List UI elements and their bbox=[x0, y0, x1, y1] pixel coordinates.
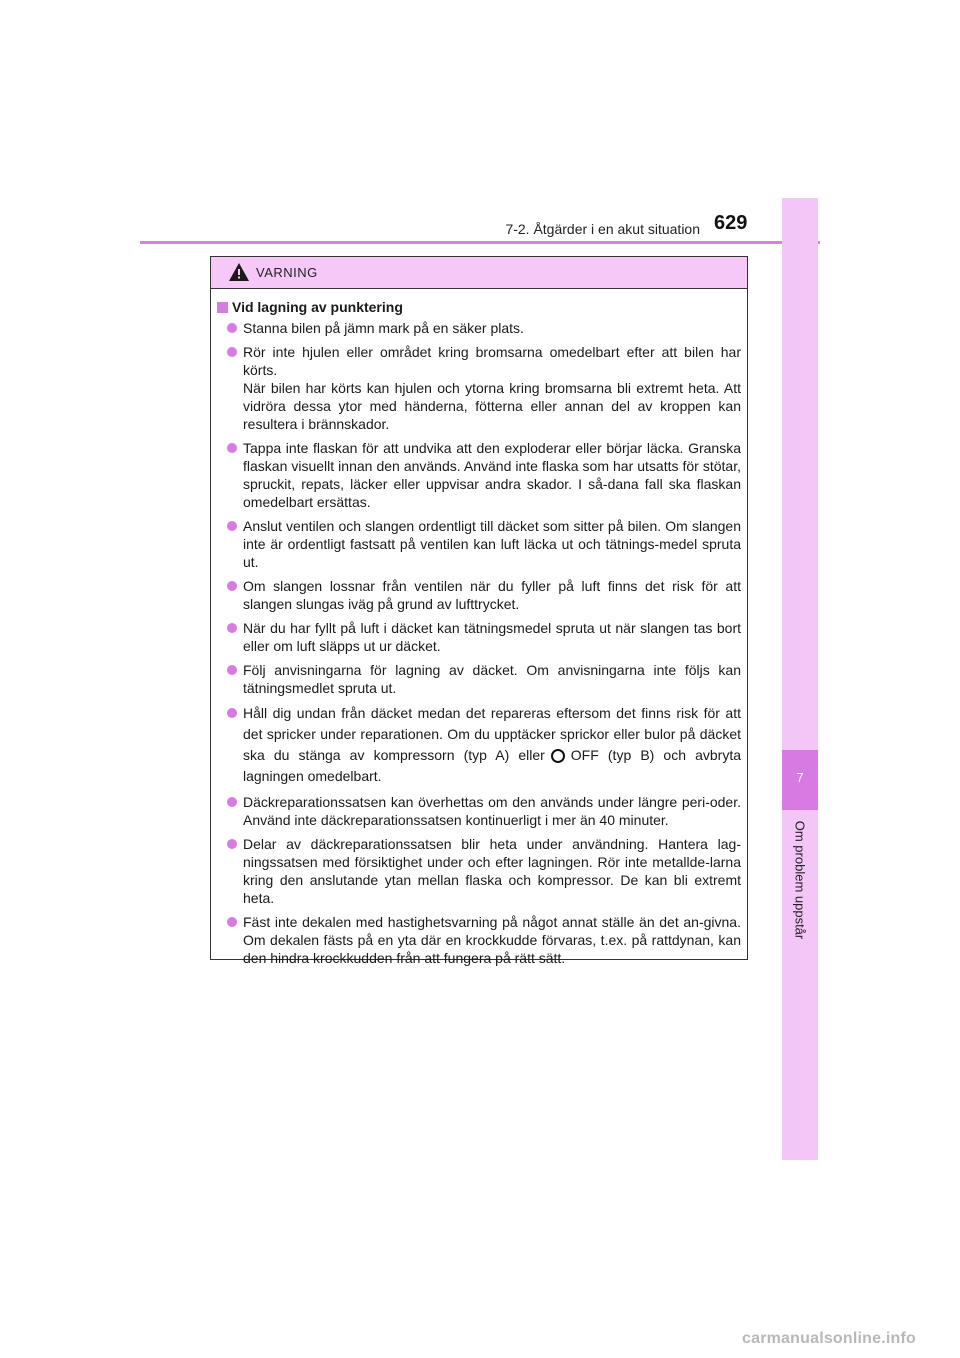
bullet-dot-icon bbox=[227, 581, 237, 591]
list-item bbox=[217, 343, 741, 433]
item-text: Anslut ventilen och slangen ordentligt till däcket som sitter på bilen. Om slangen inte är ordentligt fastsatt på ventilen kan luft läcka ut och tätnings-medel spruta ut. bbox=[243, 518, 741, 570]
item-text: Om slangen lossnar från ventilen när du fyller på luft finns det risk för att slangen slungas iväg på grund av lufttrycket. bbox=[243, 578, 741, 612]
list-item bbox=[217, 319, 741, 337]
warning-topic-text: Vid lagning av punktering bbox=[232, 299, 403, 315]
bullet-dot-icon bbox=[227, 443, 237, 453]
page-number: 629 bbox=[714, 212, 748, 234]
bullet-dot-icon bbox=[227, 917, 237, 927]
section-title: 7-2. Åtgärder i en akut situation bbox=[505, 221, 700, 237]
warning-header bbox=[211, 257, 747, 289]
warning-triangle-icon bbox=[228, 262, 250, 282]
bullet-dot-icon bbox=[227, 623, 237, 633]
warning-body bbox=[211, 289, 747, 967]
list-item bbox=[217, 517, 741, 571]
item-text-before-icon: Håll dig undan från däcket medan det repareras eftersom det finns risk för att det spricker under reparationen. Om du upptäcker sprickor eller bulor på däcket ska du stänga av kompressorn (typ A) eller bbox=[243, 705, 741, 763]
warning-topic bbox=[217, 299, 741, 315]
list-item bbox=[217, 703, 741, 787]
square-bullet-icon bbox=[217, 302, 228, 313]
item-text: Delar av däckreparationssatsen blir heta under användning. Hantera lag-ningssatsen med försiktighet under och efter lagningen. Rör inte metallde-larna kring den anslutande ytan mellan flaska och kompressor. De kan bli extremt heta. bbox=[243, 836, 741, 906]
list-item bbox=[217, 793, 741, 829]
chapter-number: 7 bbox=[796, 770, 804, 785]
warning-label: VARNING bbox=[256, 265, 318, 280]
list-item bbox=[217, 835, 741, 907]
bullet-dot-icon bbox=[227, 797, 237, 807]
item-text: Stanna bilen på jämn mark på en säker plats. bbox=[243, 320, 524, 336]
item-text-after-icon: OFF (typ B) och avbryta lagningen omedelbart. bbox=[243, 747, 741, 784]
chapter-side-tab bbox=[782, 198, 818, 1160]
list-item bbox=[217, 661, 741, 697]
warning-box bbox=[210, 256, 748, 966]
list-item bbox=[217, 619, 741, 655]
warning-list bbox=[217, 319, 741, 967]
bullet-dot-icon bbox=[227, 347, 237, 357]
bullet-dot-icon bbox=[227, 521, 237, 531]
power-switch-icon bbox=[551, 749, 565, 763]
item-text: Följ anvisningarna för lagning av däcket. Om anvisningarna inte följs kan tätningsmedlet spruta ut. bbox=[243, 662, 741, 696]
list-item bbox=[217, 913, 741, 967]
item-text: Däckreparationssatsen kan överhettas om den används under längre peri-oder. Använd inte däckreparationssatsen kontinuerligt i mer än 40 minuter. bbox=[243, 794, 741, 828]
bullet-dot-icon bbox=[227, 839, 237, 849]
header-rule bbox=[140, 241, 820, 244]
list-item bbox=[217, 439, 741, 511]
list-item bbox=[217, 577, 741, 613]
bullet-dot-icon bbox=[227, 665, 237, 675]
chapter-number-tab bbox=[782, 750, 818, 810]
chapter-label: Om problem uppstår bbox=[792, 820, 808, 940]
item-text: Rör inte hjulen eller området kring bromsarna omedelbart efter att bilen har körts. När bilen har körts kan hjulen och ytorna kring bromsarna bli extremt heta. Att vidröra dessa ytor med händerna, fötterna eller annan del av kroppen kan resultera i brännskador. bbox=[243, 344, 741, 432]
bullet-dot-icon bbox=[227, 323, 237, 333]
bullet-dot-icon bbox=[227, 708, 237, 718]
item-text: Tappa inte flaskan för att undvika att den exploderar eller börjar läcka. Granska flaskan visuellt innan den används. Använd inte flaska som har utsatts för stötar, spruckit, repats, läcker eller uppvisar andra skador. I så-dana fall ska flaskan omedelbart ersättas. bbox=[243, 440, 741, 510]
watermark: carmanualsonline.info bbox=[742, 1330, 917, 1347]
item-text: När du har fyllt på luft i däcket kan tätningsmedel spruta ut när slangen tas bort eller om luft släpps ut ur däcket. bbox=[243, 620, 741, 654]
item-text: Fäst inte dekalen med hastighetsvarning på något annat ställe än det an-givna. Om dekalen fästs på en yta där en krockkudde förvaras, t.ex. på rattdynan, kan den hindra krockkudden från att fungera på rätt sätt. bbox=[243, 914, 741, 966]
